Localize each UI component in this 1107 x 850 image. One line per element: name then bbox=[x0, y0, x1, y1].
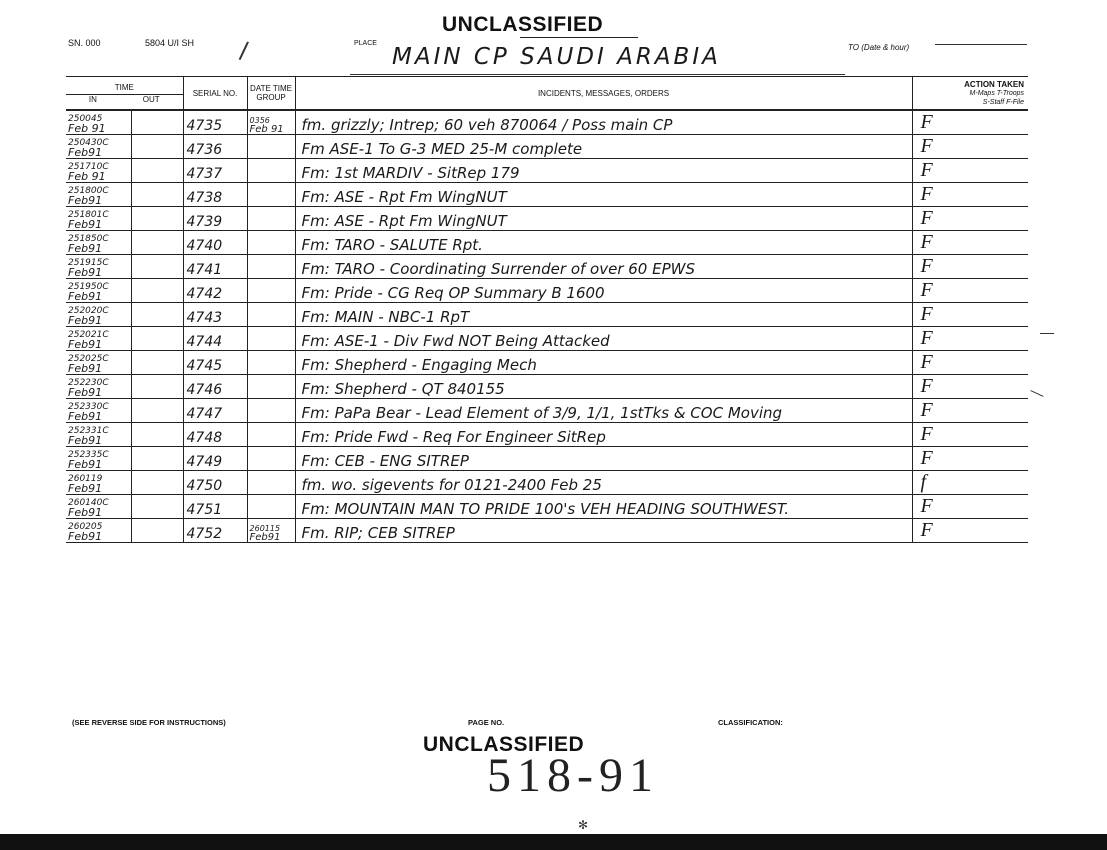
action-cell: F bbox=[912, 447, 1028, 471]
dtg-cell bbox=[247, 519, 295, 543]
message-cell: Fm: TARO - Coordinating Surrender of over 60 EPWS bbox=[295, 255, 912, 279]
serial-cell: 4743 bbox=[183, 303, 247, 327]
place-underline bbox=[350, 74, 845, 75]
time-in-dtg: 252335C bbox=[68, 450, 109, 460]
time-in-month: Feb91 bbox=[68, 410, 103, 423]
table-row bbox=[66, 207, 1028, 231]
dtg-cell bbox=[247, 351, 295, 375]
table-row bbox=[66, 255, 1028, 279]
time-subheader bbox=[66, 94, 183, 104]
action-cell: F bbox=[912, 279, 1028, 303]
serial-cell: 4741 bbox=[183, 255, 247, 279]
serial-cell: 4739 bbox=[183, 207, 247, 231]
table-body bbox=[66, 110, 1028, 543]
dtg-column-header: DATE TIME GROUP bbox=[247, 77, 295, 111]
message-cell: Fm: Shepherd - QT 840155 bbox=[295, 375, 912, 399]
time-in-dtg: 260140C bbox=[68, 498, 109, 508]
time-out-cell bbox=[131, 279, 183, 303]
action-cell: F bbox=[912, 255, 1028, 279]
serial-cell: 4735 bbox=[183, 110, 247, 135]
time-out-cell bbox=[131, 351, 183, 375]
action-legend-2: S-Staff F-File bbox=[982, 98, 1025, 106]
table-row bbox=[66, 351, 1028, 375]
time-in-month: Feb91 bbox=[68, 290, 103, 303]
dtg-cell bbox=[247, 255, 295, 279]
serial-cell: 4746 bbox=[183, 375, 247, 399]
serial-cell: 4751 bbox=[183, 495, 247, 519]
time-in-dtg: 251915C bbox=[68, 258, 109, 268]
serial-cell: 4745 bbox=[183, 351, 247, 375]
message-cell: Fm: PaPa Bear - Lead Element of 3/9, 1/1, 1stTks & COC Moving bbox=[295, 399, 912, 423]
document-number: 518-91 bbox=[487, 749, 659, 802]
action-cell: F bbox=[912, 183, 1028, 207]
dtg-line-1: 260115 bbox=[249, 524, 281, 533]
time-in-dtg: 252331C bbox=[68, 426, 109, 436]
time-in-dtg: 250430C bbox=[68, 138, 109, 148]
table-row bbox=[66, 327, 1028, 351]
message-cell: Fm: Shepherd - Engaging Mech bbox=[295, 351, 912, 375]
message-cell: fm. wo. sigevents for 0121-2400 Feb 25 bbox=[295, 471, 912, 495]
time-in-month: Feb91 bbox=[68, 530, 103, 543]
time-in-cell bbox=[66, 423, 131, 447]
time-in-month: Feb 91 bbox=[68, 170, 106, 183]
action-cell: F bbox=[912, 231, 1028, 255]
time-header-label: TIME bbox=[114, 82, 134, 92]
place-label: PLACE bbox=[354, 40, 377, 47]
form-code: 5804 U/I SH bbox=[145, 38, 195, 48]
message-cell: Fm: Pride - CG Req OP Summary B 1600 bbox=[295, 279, 912, 303]
time-out-cell bbox=[131, 110, 183, 135]
time-in-label: IN bbox=[88, 94, 97, 104]
dtg-cell bbox=[247, 207, 295, 231]
time-in-month: Feb91 bbox=[68, 338, 103, 351]
serial-cell: 4736 bbox=[183, 135, 247, 159]
time-in-dtg: 252025C bbox=[68, 354, 109, 364]
time-out-cell bbox=[131, 375, 183, 399]
dtg-cell bbox=[247, 495, 295, 519]
time-in-month: Feb91 bbox=[68, 482, 103, 495]
action-cell: F bbox=[912, 423, 1028, 447]
time-out-cell bbox=[131, 207, 183, 231]
time-out-cell bbox=[131, 327, 183, 351]
action-legend-1: M-Maps T-Troops bbox=[969, 89, 1025, 97]
action-title: ACTION TAKEN bbox=[964, 79, 1025, 89]
table-row bbox=[66, 135, 1028, 159]
time-in-cell bbox=[66, 519, 131, 543]
table-row bbox=[66, 423, 1028, 447]
action-cell: F bbox=[912, 159, 1028, 183]
time-out-cell bbox=[131, 423, 183, 447]
stamp-mark-icon: ✻ bbox=[578, 818, 589, 832]
dtg-cell bbox=[247, 303, 295, 327]
serial-cell: 4744 bbox=[183, 327, 247, 351]
pen-slash-mark: / bbox=[237, 35, 250, 67]
message-cell: Fm. RIP; CEB SITREP bbox=[295, 519, 912, 543]
time-in-dtg: 252021C bbox=[68, 330, 109, 340]
table-row bbox=[66, 231, 1028, 255]
time-in-month: Feb91 bbox=[68, 386, 103, 399]
time-in-month: Feb91 bbox=[68, 506, 103, 519]
classification-label: CLASSIFICATION: bbox=[718, 718, 783, 727]
time-in-cell bbox=[66, 279, 131, 303]
table-row bbox=[66, 471, 1028, 495]
dtg-cell bbox=[247, 279, 295, 303]
dtg-cell bbox=[247, 183, 295, 207]
place-value: MAIN CP SAUDI ARABIA bbox=[392, 44, 721, 70]
dtg-line-2: Feb91 bbox=[249, 532, 281, 543]
action-cell: F bbox=[912, 303, 1028, 327]
time-in-dtg: 260119 bbox=[68, 474, 103, 484]
classification-underline bbox=[520, 37, 638, 38]
time-out-cell bbox=[131, 519, 183, 543]
dtg-cell bbox=[247, 447, 295, 471]
table-row bbox=[66, 110, 1028, 135]
time-out-cell bbox=[131, 135, 183, 159]
table-row bbox=[66, 279, 1028, 303]
dtg-cell bbox=[247, 375, 295, 399]
time-in-dtg: 251950C bbox=[68, 282, 109, 292]
time-in-cell bbox=[66, 375, 131, 399]
time-in-dtg: 252330C bbox=[68, 402, 109, 412]
table-row bbox=[66, 399, 1028, 423]
table-row bbox=[66, 495, 1028, 519]
time-in-month: Feb91 bbox=[68, 266, 103, 279]
time-in-dtg: 251710C bbox=[68, 162, 109, 172]
instructions-note: (SEE REVERSE SIDE FOR INSTRUCTIONS) bbox=[72, 718, 226, 727]
time-column-header bbox=[66, 77, 183, 111]
dtg-cell bbox=[247, 327, 295, 351]
table-row bbox=[66, 303, 1028, 327]
serial-cell: 4740 bbox=[183, 231, 247, 255]
time-in-dtg: 252020C bbox=[68, 306, 109, 316]
time-in-month: Feb 91 bbox=[68, 122, 106, 135]
form-number: SN. 000 bbox=[68, 38, 101, 48]
table-row bbox=[66, 159, 1028, 183]
classification-bottom: UNCLASSIFIED bbox=[423, 733, 585, 756]
time-in-cell bbox=[66, 447, 131, 471]
action-cell: F bbox=[912, 135, 1028, 159]
to-date-line bbox=[935, 44, 1027, 45]
table-row bbox=[66, 447, 1028, 471]
time-out-cell bbox=[131, 255, 183, 279]
serial-cell: 4752 bbox=[183, 519, 247, 543]
time-out-cell bbox=[131, 303, 183, 327]
classification-top: UNCLASSIFIED bbox=[442, 13, 604, 36]
message-cell: Fm: ASE - Rpt Fm WingNUT bbox=[295, 207, 912, 231]
table-header-row bbox=[66, 77, 1028, 111]
dtg-cell bbox=[247, 110, 295, 135]
table-row bbox=[66, 519, 1028, 543]
action-cell: F bbox=[912, 375, 1028, 399]
action-cell: F bbox=[912, 351, 1028, 375]
dtg-cell bbox=[247, 471, 295, 495]
message-cell: Fm: 1st MARDIV - SitRep 179 bbox=[295, 159, 912, 183]
message-cell: Fm: CEB - ENG SITREP bbox=[295, 447, 912, 471]
message-cell: Fm: TARO - SALUTE Rpt. bbox=[295, 231, 912, 255]
time-in-cell bbox=[66, 207, 131, 231]
time-in-cell bbox=[66, 255, 131, 279]
scan-edge-bar bbox=[0, 834, 1107, 850]
time-in-cell bbox=[66, 303, 131, 327]
time-in-cell bbox=[66, 327, 131, 351]
action-column-header bbox=[912, 77, 1028, 111]
message-cell: Fm: Pride Fwd - Req For Engineer SitRep bbox=[295, 423, 912, 447]
message-cell: Fm ASE-1 To G-3 MED 25-M complete bbox=[295, 135, 912, 159]
time-in-cell bbox=[66, 471, 131, 495]
action-cell: F bbox=[912, 327, 1028, 351]
dtg-line-2: Feb 91 bbox=[249, 124, 284, 135]
serial-cell: 4742 bbox=[183, 279, 247, 303]
time-in-cell bbox=[66, 399, 131, 423]
time-in-month: Feb91 bbox=[68, 218, 103, 231]
time-in-dtg: 250045 bbox=[68, 114, 103, 124]
time-out-cell bbox=[131, 231, 183, 255]
serial-cell: 4748 bbox=[183, 423, 247, 447]
time-in-cell bbox=[66, 351, 131, 375]
action-cell: F bbox=[912, 207, 1028, 231]
time-in-cell bbox=[66, 231, 131, 255]
action-cell: F bbox=[912, 110, 1028, 135]
time-in-cell bbox=[66, 110, 131, 135]
time-out-cell bbox=[131, 183, 183, 207]
time-out-label: OUT bbox=[142, 94, 160, 104]
time-in-cell bbox=[66, 135, 131, 159]
time-in-dtg: 260205 bbox=[68, 522, 103, 532]
dtg-cell bbox=[247, 159, 295, 183]
dtg-line-1: 0356 bbox=[249, 116, 270, 125]
table-row bbox=[66, 183, 1028, 207]
time-in-month: Feb91 bbox=[68, 194, 103, 207]
serial-cell: 4749 bbox=[183, 447, 247, 471]
to-date-label: TO (Date & hour) bbox=[848, 43, 910, 52]
messages-column-header: INCIDENTS, MESSAGES, ORDERS bbox=[295, 77, 912, 111]
dtg-cell bbox=[247, 399, 295, 423]
time-in-dtg: 251850C bbox=[68, 234, 109, 244]
table-row bbox=[66, 375, 1028, 399]
action-cell: F bbox=[912, 519, 1028, 543]
journal-log-table bbox=[66, 76, 1028, 543]
message-cell: Fm: MOUNTAIN MAN TO PRIDE 100's VEH HEADING SOUTHWEST. bbox=[295, 495, 912, 519]
time-in-cell bbox=[66, 183, 131, 207]
time-in-dtg: 251800C bbox=[68, 186, 109, 196]
time-in-month: Feb91 bbox=[68, 458, 103, 471]
time-out-cell bbox=[131, 159, 183, 183]
dtg-cell bbox=[247, 231, 295, 255]
time-in-month: Feb91 bbox=[68, 146, 103, 159]
serial-cell: 4747 bbox=[183, 399, 247, 423]
message-cell: fm. grizzly; Intrep; 60 veh 870064 / Poss main CP bbox=[295, 110, 912, 135]
time-in-month: Feb91 bbox=[68, 242, 103, 255]
serial-cell: 4737 bbox=[183, 159, 247, 183]
message-cell: Fm: MAIN - NBC-1 RpT bbox=[295, 303, 912, 327]
serial-cell: 4750 bbox=[183, 471, 247, 495]
message-cell: Fm: ASE-1 - Div Fwd NOT Being Attacked bbox=[295, 327, 912, 351]
margin-mark bbox=[1040, 333, 1054, 334]
time-out-cell bbox=[131, 495, 183, 519]
dtg-cell bbox=[247, 423, 295, 447]
serial-cell: 4738 bbox=[183, 183, 247, 207]
dtg-cell bbox=[247, 135, 295, 159]
time-out-cell bbox=[131, 399, 183, 423]
time-in-month: Feb91 bbox=[68, 434, 103, 447]
serial-column-header: SERIAL NO. bbox=[183, 77, 247, 111]
time-out-cell bbox=[131, 471, 183, 495]
margin-mark bbox=[1030, 390, 1043, 397]
time-in-dtg: 251801C bbox=[68, 210, 109, 220]
time-in-cell bbox=[66, 159, 131, 183]
action-cell: F bbox=[912, 495, 1028, 519]
time-out-cell bbox=[131, 447, 183, 471]
action-cell: F bbox=[912, 399, 1028, 423]
time-in-month: Feb91 bbox=[68, 362, 103, 375]
time-in-month: Feb91 bbox=[68, 314, 103, 327]
action-cell: f bbox=[912, 471, 1028, 495]
time-in-dtg: 252230C bbox=[68, 378, 109, 388]
message-cell: Fm: ASE - Rpt Fm WingNUT bbox=[295, 183, 912, 207]
time-in-cell bbox=[66, 495, 131, 519]
page-number-label: PAGE NO. bbox=[468, 718, 505, 727]
